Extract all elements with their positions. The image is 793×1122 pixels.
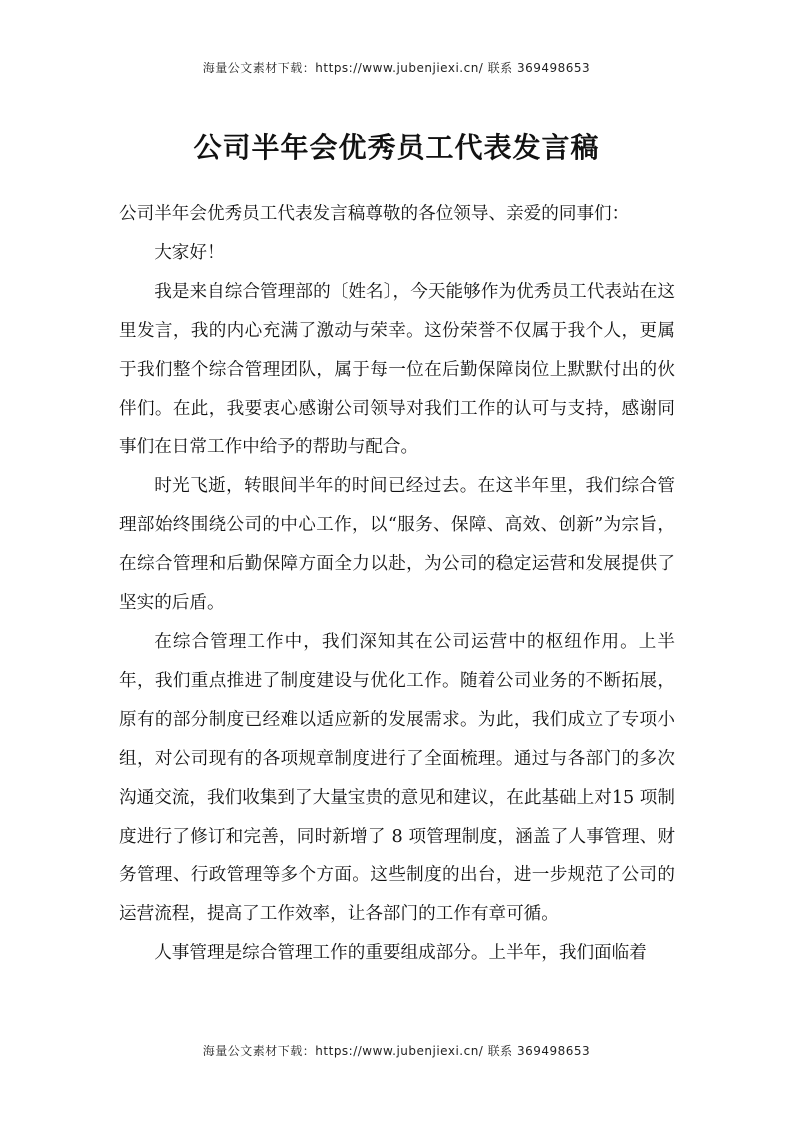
page-footer: 海量公文素材下载：https://www.jubenjiexi.cn/ 联系 369498653	[202, 1044, 591, 1058]
body-paragraph: 时光飞逝，转眼间半年的时间已经过去。在这半年里，我们综合管理部始终围绕公司的中心工作，以“服务、保障、高效、创新”为宗旨，在综合管理和后勤保障方面全力以赴，为公司的稳定运营和发展提供了坚实的后盾。	[119, 476, 675, 614]
body-paragraph: 人事管理是综合管理工作的重要组成部分。上半年，我们面临着	[154, 943, 647, 964]
page-header: 海量公文素材下载：https://www.jubenjiexi.cn/ 联系 369498653	[202, 61, 591, 75]
body-paragraph: 我是来自综合管理部的〔姓名〕，今天能够作为优秀员工代表站在这里发言，我的内心充满了激动与荣幸。这份荣誉不仅属于我个人，更属于我们整个综合管理团队，属于每一位在后勤保障岗位上默默付出的伙伴们。在此，我要衷心感谢公司领导对我们工作的认可与支持，感谢同事们在日常工作中给予的帮助与配合。	[119, 281, 675, 458]
intro-paragraph: 公司半年会优秀员工代表发言稿尊敬的各位领导、亲爱的同事们：	[119, 204, 630, 224]
document-body	[119, 195, 675, 973]
greeting-paragraph: 大家好！	[154, 242, 225, 263]
body-paragraph: 在综合管理工作中，我们深知其在公司运营中的枢纽作用。上半年，我们重点推进了制度建设与优化工作。随着公司业务的不断拓展，原有的部分制度已经难以适应新的发展需求。为此，我们成立了专项小组，对公司现有的各项规章制度进行了全面梳理。通过与各部门的多次沟通交流，我们收集到了大量宝贵的意见和建议，在此基础上对15 项制度进行了修订和完善，同时新增了 8 项管理制度，涵盖了人事管理、财务管理、行政管理等多个方面。这些制度的出台，进一步规范了公司的运营流程，提高了工作效率，让各部门的工作有章可循。	[119, 631, 675, 925]
document-title: 公司半年会优秀员工代表发言稿	[193, 131, 600, 164]
